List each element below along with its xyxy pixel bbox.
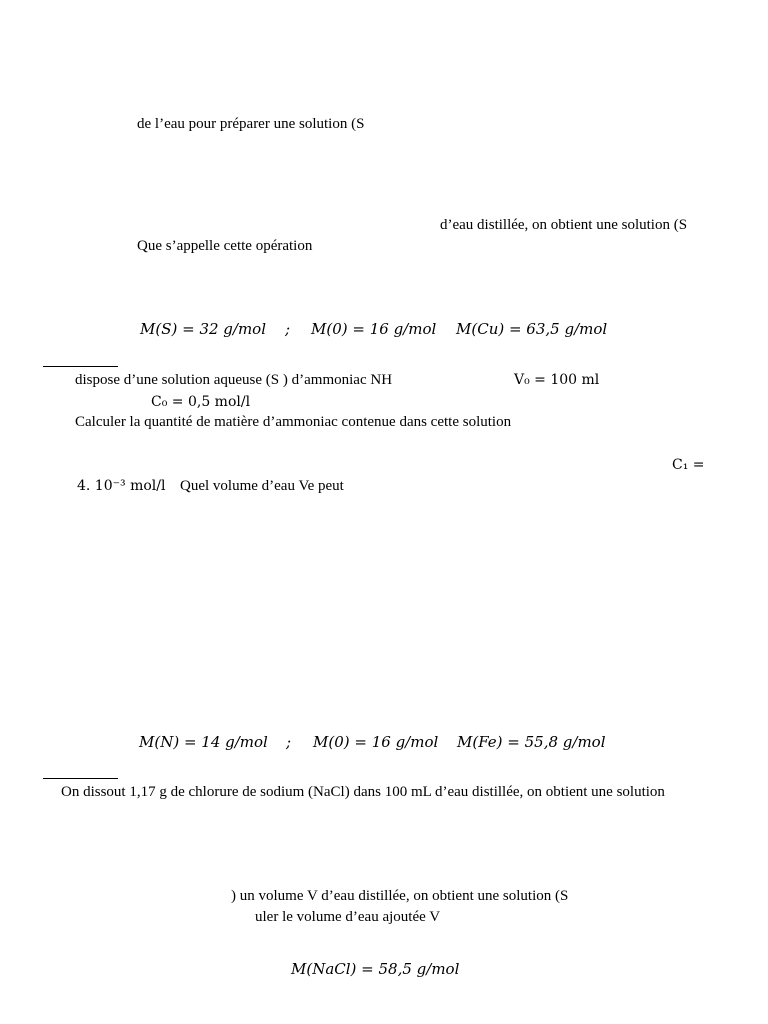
molar-mass-s: M(S) = 32 g/mol <box>140 320 267 338</box>
concentration-c0: C₀ = 0,5 mol/l <box>151 394 251 410</box>
molar-mass-cu: M(Cu) = 63,5 g/mol <box>456 320 608 338</box>
molar-mass-o: M(0) = 16 g/mol <box>313 733 439 751</box>
molar-mass-nacl: M(NaCl) = 58,5 g/mol <box>291 960 460 978</box>
molar-mass-n: M(N) = 14 g/mol <box>139 733 268 751</box>
section-divider <box>43 366 118 367</box>
separator: ; <box>286 733 292 751</box>
concentration-c1: C₁ = <box>672 457 705 473</box>
molar-mass-fe: M(Fe) = 55,8 g/mol <box>457 733 606 751</box>
separator: ; <box>285 320 291 338</box>
section-divider <box>43 778 118 779</box>
volume-v0: V₀ = 100 ml <box>514 372 600 388</box>
concentration-value: 4. 10⁻³ mol/l <box>77 478 166 494</box>
part3-line2: ) un volume V d’eau distillée, on obtient une solution (S <box>231 888 569 904</box>
part2-question: Calculer la quantité de matière d’ammoniac contenue dans cette solution <box>75 414 512 430</box>
part2-question-2: Quel volume d’eau Ve peut <box>180 478 344 494</box>
part1-line2: d’eau distillée, on obtient une solution (S <box>440 217 688 233</box>
part2-line1: dispose d’une solution aqueuse (S ) d’ammoniac NH <box>75 372 393 388</box>
part1-question: Que s’appelle cette opération <box>137 238 313 254</box>
part3-line1: On dissout 1,17 g de chlorure de sodium (NaCl) dans 100 mL d’eau distillée, on obtient une solution <box>61 784 665 800</box>
molar-mass-o: M(0) = 16 g/mol <box>311 320 437 338</box>
part1-line1: de l’eau pour préparer une solution (S <box>137 116 365 132</box>
part3-question: uler le volume d’eau ajoutée V <box>255 909 441 925</box>
